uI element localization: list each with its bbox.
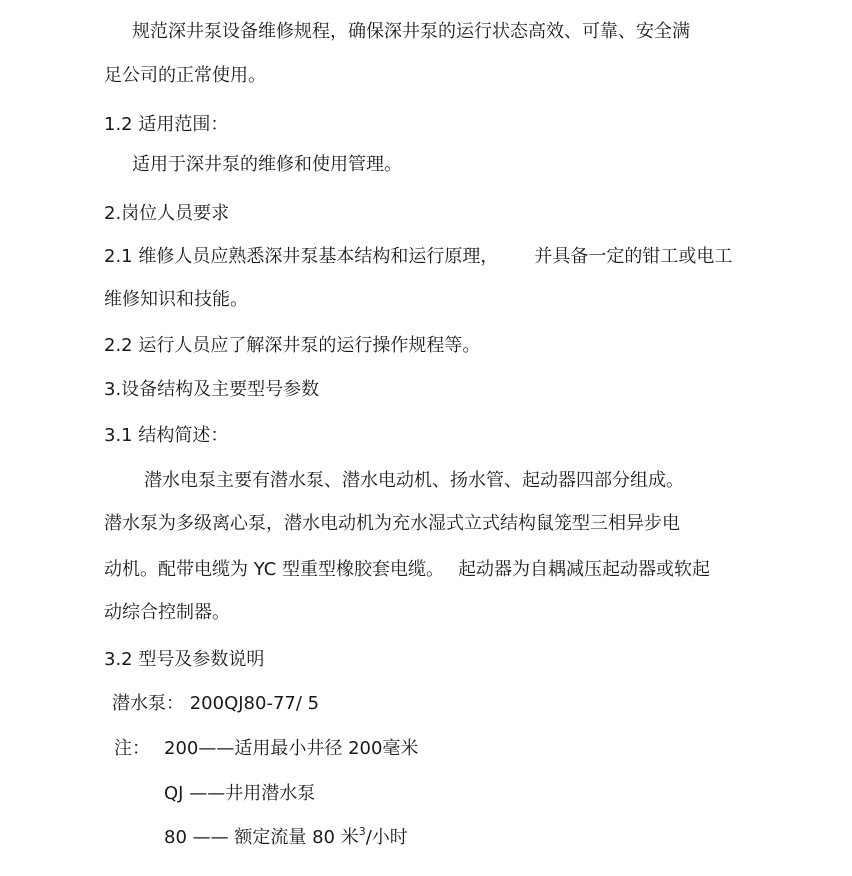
section-heading: 3.设备结构及主要型号参数	[104, 379, 320, 400]
paragraph-line: 维修知识和技能。	[104, 289, 248, 310]
paragraph-text: 动机。配带电缆为 YC 型重型橡胶套电缆。	[104, 559, 445, 580]
note-line: QJ ——井用潜水泵	[164, 783, 316, 804]
note-text: /小时	[365, 827, 408, 848]
paragraph-line: 潜水泵为多级离心泵，潜水电动机为充水湿式立式结构鼠笼型三相异步电	[104, 513, 680, 534]
note-text: 80 —— 额定流量 80 米	[164, 827, 359, 848]
paragraph-line: 2.2 运行人员应了解深井泵的运行操作规程等。	[104, 335, 481, 356]
section-heading: 2.岗位人员要求	[104, 203, 230, 224]
paragraph-line: 足公司的正常使用。	[104, 65, 266, 86]
paragraph-line	[104, 558, 710, 582]
section-heading: 3.2 型号及参数说明	[104, 649, 265, 670]
superscript: 3	[358, 825, 366, 838]
paragraph-text: 并具备一定的钳工或电工	[534, 246, 733, 267]
note-line: 200——适用最小井径 200毫米	[164, 738, 419, 759]
note-label: 注：	[114, 738, 150, 759]
paragraph-text: 起动器为自耦减压起动器或软起	[458, 559, 711, 580]
section-heading: 3.1 结构简述：	[104, 425, 229, 446]
paragraph-line: 动综合控制器。	[104, 602, 230, 623]
paragraph-line: 规范深井泵设备维修规程，确保深井泵的运行状态高效、可靠、安全满	[132, 21, 690, 42]
model-line: 潜水泵： 200QJ80-77/ 5	[112, 693, 320, 714]
paragraph-line: 潜水电泵主要有潜水泵、潜水电动机、扬水管、起动器四部分组成。	[144, 470, 684, 491]
paragraph-text: 2.1 维修人员应熟悉深井泵基本结构和运行原理，	[104, 246, 499, 267]
paragraph-line: 适用于深井泵的维修和使用管理。	[132, 154, 402, 175]
paragraph-line	[104, 245, 732, 269]
section-heading: 1.2 适用范围：	[104, 114, 229, 135]
note-line	[164, 826, 408, 852]
